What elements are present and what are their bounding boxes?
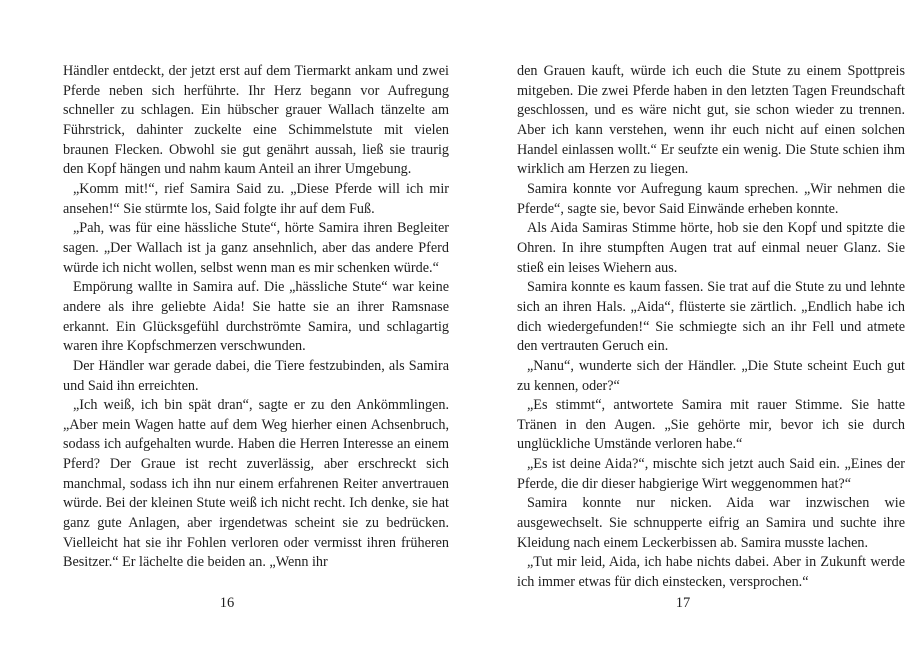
page-number-right: 17 bbox=[675, 595, 691, 611]
paragraph: Samira konnte vor Aufregung kaum sprechen. „Wir nehmen die Pferde“, sagte sie, bevor Said Einwände erheben konnte. bbox=[517, 180, 905, 217]
paragraph: Händler entdeckt, der jetzt erst auf dem Tiermarkt ankam und zwei Pferde neben sich herführte. Ihr Herz begann vor Aufregung schneller zu schlagen. Ein hübscher grauer Wallach tänzelte am Führstrick, dahinter zuckelte eine Schimmelstute mit vielen braunen Flecken. Obwohl sie gut genährt aussah, ließ sie traurig den Kopf hängen und nahm kaum Anteil an ihrer Umgebung. bbox=[63, 63, 449, 178]
right-page-text bbox=[517, 62, 905, 593]
paragraph: „Es ist deine Aida?“, mischte sich jetzt auch Said ein. „Eines der Pferde, die dir dieser habgierige Wirt weggenommen hat?“ bbox=[517, 456, 905, 492]
paragraph: Empörung wallte in Samira auf. Die „hässliche Stute“ war keine andere als ihre geliebte Aida! Sie hatte sie an ihrer Ramsnase erkannt. Ein Glücksgefühl durchströmte Samira, und schlagartig waren ihre Kopfschmerzen verschwunden. bbox=[63, 279, 449, 355]
left-page-text bbox=[63, 62, 449, 573]
paragraph: „Pah, was für eine hässliche Stute“, hörte Samira ihren Begleiter sagen. „Der Wallach ist ja ganz ansehnlich, aber das andere Pferd würde ich nicht wollen, selbst wenn man es mir schenken würde.“ bbox=[63, 220, 449, 276]
paragraph: Samira konnte es kaum fassen. Sie trat auf die Stute zu und lehnte sich an ihren Hals. „Aida“, flüsterte sie zärtlich. „Endlich habe ich dich wiedergefunden!“ Sie schmiegte sich an ihr Fell und atmete den vertrauten Geruch ein. bbox=[517, 279, 905, 355]
paragraph: den Grauen kauft, würde ich euch die Stute zu einem Spottpreis mitgeben. Die zwei Pferde haben in den letzten Tagen Freundschaft geschlossen, und es wäre nicht gut, sie schon wieder zu trennen. Aber ich kann verstehen, wenn ihr euch nicht auf einen solchen Handel einlassen wollt.“ Er seufzte ein wenig. Die Stute schien ihm wirklich am Herzen zu liegen. bbox=[517, 63, 905, 178]
paragraph: Der Händler war gerade dabei, die Tiere festzubinden, als Samira und Said ihn erreichten. bbox=[63, 357, 449, 394]
paragraph: „Komm mit!“, rief Samira Said zu. „Diese Pferde will ich mir ansehen!“ Sie stürmte los, Said folgte ihr auf dem Fuß. bbox=[63, 180, 449, 217]
paragraph: „Ich weiß, ich bin spät dran“, sagte er zu den Ankömmlingen. „Aber mein Wagen hatte auf dem Weg hierher einen Achsenbruch, sodass ich aufgehalten wurde. Haben die Herren Interesse an einem Pferd? Der Graue ist recht zuverlässig, aber erschreckt sich manchmal, sodass ich ihn nur einem erfahrenen Reiter anvertrauen würde. Bei der kleinen Stute weiß ich nicht recht. Ich denke, sie hat ganz gute Anlagen, aber irgendetwas scheint sie zu bedrücken. Vielleicht hat sie ihr Fohlen verloren oder vermisst ihren früheren Besitzer.“ Er lächelte die beiden an. „Wenn ihr bbox=[63, 397, 449, 571]
page-number-left: 16 bbox=[219, 595, 235, 611]
paragraph: „Nanu“, wunderte sich der Händler. „Die Stute scheint Euch gut zu kennen, oder?“ bbox=[517, 357, 905, 394]
paragraph: Samira konnte nur nicken. Aida war inzwischen wie ausgewechselt. Sie schnupperte eifrig an Samira und suchte ihre Kleidung nach einem Leckerbissen ab. Samira musste lachen. bbox=[517, 495, 905, 551]
paragraph: „Tut mir leid, Aida, ich habe nichts dabei. Aber in Zukunft werde ich immer etwas für dich einstecken, versprochen.“ bbox=[517, 554, 905, 591]
paragraph: „Es stimmt“, antwortete Samira mit rauer Stimme. Sie hatte Tränen in den Augen. „Sie gehörte mir, bevor ich sie durch unglückliche Umstände verloren habe.“ bbox=[517, 397, 905, 453]
paragraph: Als Aida Samiras Stimme hörte, hob sie den Kopf und spitzte die Ohren. In ihre stumpften Augen trat auf einmal neuer Glanz. Sie stieß ein leises Wiehern aus. bbox=[517, 220, 905, 276]
